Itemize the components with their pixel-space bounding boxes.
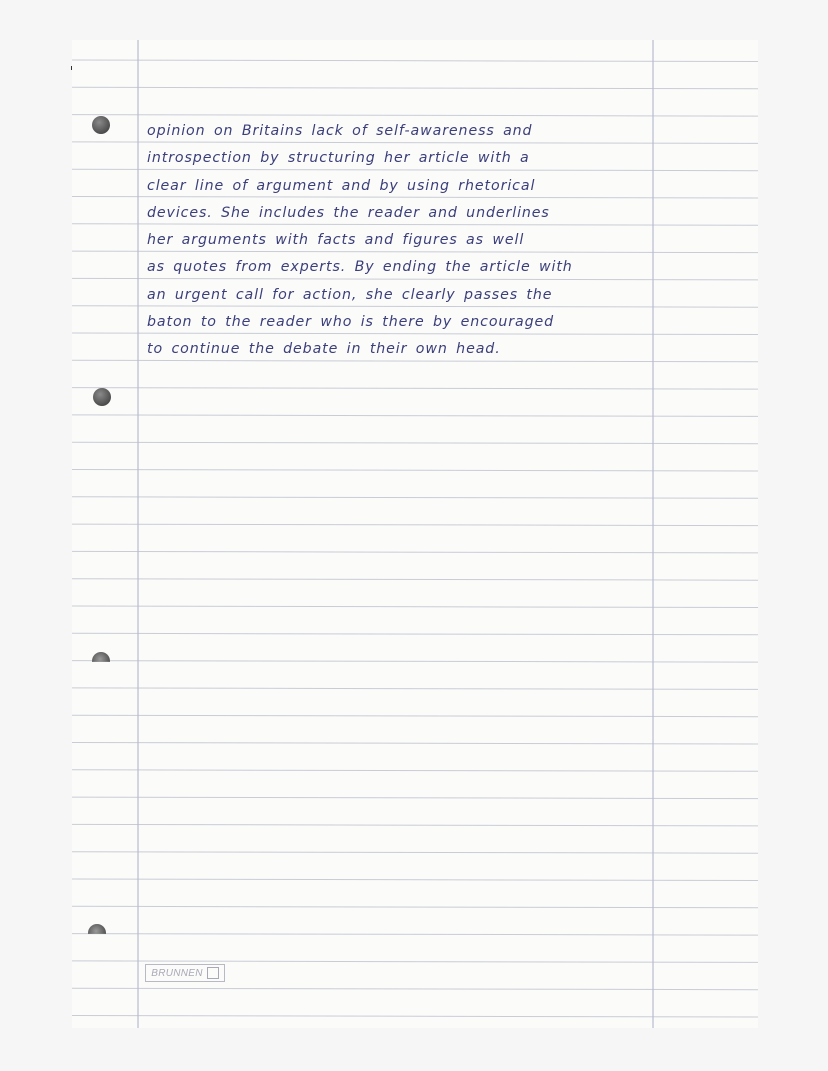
handwritten-line: introspection by structuring her article with a xyxy=(147,150,530,167)
ruled-line xyxy=(72,633,758,635)
handwritten-line: her arguments with facts and figures as well xyxy=(147,232,525,249)
ruled-line xyxy=(72,388,758,390)
punch-hole-2 xyxy=(93,388,111,406)
ruled-line xyxy=(72,770,758,772)
ruled-line xyxy=(72,715,758,717)
handwritten-line: to continue the debate in their own head. xyxy=(147,341,501,358)
lined-paper-sheet xyxy=(72,40,758,1028)
handwritten-line: devices. She includes the reader and underlines xyxy=(147,204,550,221)
ruled-line xyxy=(72,606,758,608)
ruled-line xyxy=(72,115,758,117)
ruled-line xyxy=(72,934,758,936)
ruled-line xyxy=(72,551,758,553)
ruled-line xyxy=(72,497,758,499)
ruled-line xyxy=(72,743,758,745)
punch-hole-1 xyxy=(92,116,110,134)
ruled-line xyxy=(72,87,758,89)
ruled-line xyxy=(72,988,758,990)
handwritten-line: an urgent call for action, she clearly passes the xyxy=(147,286,553,303)
brand-label: BRUNNEN xyxy=(151,967,203,979)
ruled-line xyxy=(72,906,758,908)
ruled-line xyxy=(72,852,758,854)
ruled-line xyxy=(72,442,758,444)
ruled-line xyxy=(72,688,758,690)
ruled-line xyxy=(72,879,758,881)
ruled-line xyxy=(72,961,758,963)
ruled-line xyxy=(72,797,758,799)
handwritten-line: as quotes from experts. By ending the article with xyxy=(147,259,573,276)
handwritten-line: opinion on Britains lack of self-awareness and xyxy=(147,123,533,139)
brand-label-box xyxy=(145,964,225,982)
ruled-line xyxy=(72,1016,758,1018)
brand-logo-icon xyxy=(207,967,219,979)
ruled-line xyxy=(72,579,758,581)
ruled-line xyxy=(72,524,758,526)
ruled-line xyxy=(72,60,758,62)
ruled-line xyxy=(72,661,758,663)
ruled-line xyxy=(72,824,758,826)
handwritten-line: clear line of argument and by using rhetorical xyxy=(147,177,536,194)
ruled-line xyxy=(72,470,758,472)
handwritten-text xyxy=(147,118,657,364)
handwritten-line: baton to the reader who is there by encouraged xyxy=(147,314,555,331)
ruled-line xyxy=(72,415,758,417)
